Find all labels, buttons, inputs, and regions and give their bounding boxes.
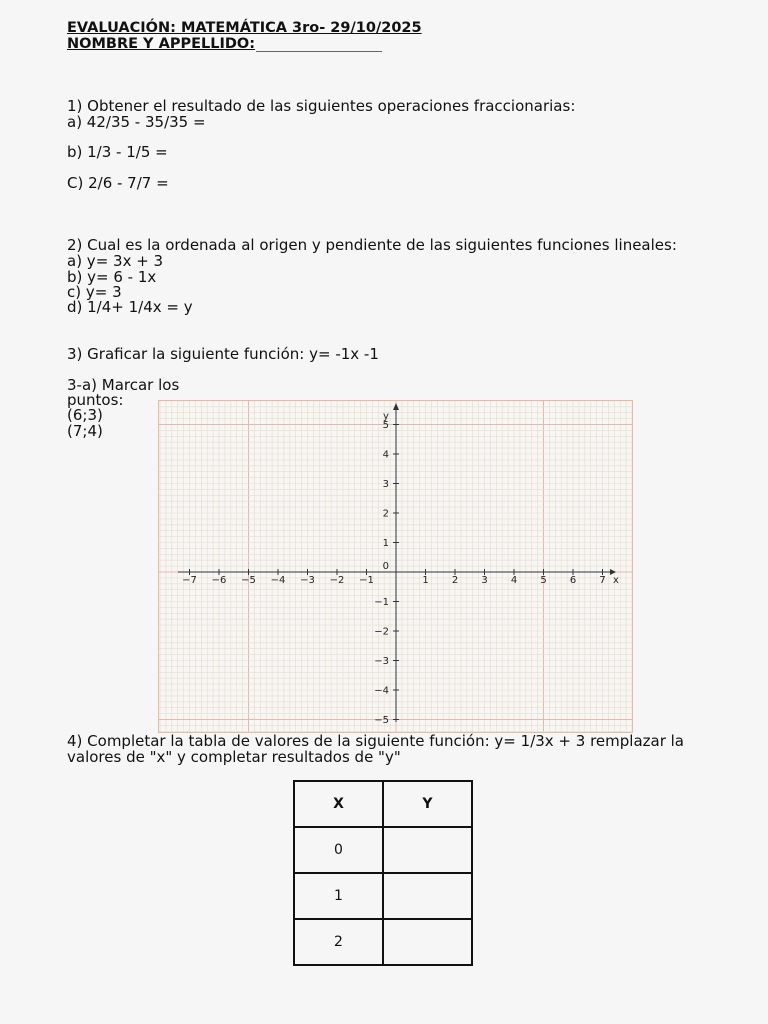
x-tick-label: −5 xyxy=(241,575,256,586)
origin-label: 0 xyxy=(382,561,389,572)
q1-item-a: a) 42/35 - 35/35 = xyxy=(67,113,206,131)
coordinate-grid[interactable] xyxy=(158,400,633,733)
q3a-line2: puntos: xyxy=(67,391,124,409)
y-tick-label: −3 xyxy=(374,656,389,667)
q3a-line1: 3-a) Marcar los xyxy=(67,376,180,394)
x-tick-label: 3 xyxy=(481,575,488,586)
q3-prompt: 3) Graficar la siguiente función: y= -1x -1 xyxy=(67,345,379,363)
q2-item-a: a) y= 3x + 3 xyxy=(67,252,164,270)
q4-prompt-line2: valores de "x" y completar resultados de "y" xyxy=(67,748,401,766)
q1-item-c: C) 2/6 - 7/7 = xyxy=(67,174,169,192)
x-tick-label: −2 xyxy=(329,575,345,586)
q1-item-b: b) 1/3 - 1/5 = xyxy=(67,143,168,161)
y-tick-label: 1 xyxy=(382,538,389,549)
y-tick-label: 2 xyxy=(382,508,389,520)
y-tick-label: 4 xyxy=(382,449,389,461)
table-cell-x: 1 xyxy=(294,873,383,919)
table-cell-x: 0 xyxy=(294,827,383,873)
q2-item-c: c) y= 3 xyxy=(67,283,122,301)
y-axis-label: y xyxy=(383,411,389,422)
y-tick-label: −1 xyxy=(374,597,389,608)
y-tick-label: 3 xyxy=(382,479,389,490)
x-tick-label: −1 xyxy=(359,575,374,586)
q3a-point-2: (7;4) xyxy=(67,422,103,440)
x-tick-label: 1 xyxy=(422,575,429,586)
table-row xyxy=(294,919,472,965)
x-tick-label: 2 xyxy=(451,575,459,586)
x-tick-label: 4 xyxy=(510,575,518,586)
q3a-point-1: (6;3) xyxy=(67,406,103,424)
q2-item-d: d) 1/4+ 1/4x = y xyxy=(67,298,193,316)
y-tick-label: −5 xyxy=(374,715,389,726)
table-row xyxy=(294,873,472,919)
exam-title: EVALUACIÓN: MATEMÁTICA 3ro- 29/10/2025 xyxy=(67,20,422,36)
x-tick-label: 6 xyxy=(569,575,577,586)
table-header-x: X xyxy=(294,781,383,827)
table-header-y: Y xyxy=(383,781,472,827)
values-table xyxy=(293,780,473,966)
q1-prompt: 1) Obtener el resultado de las siguientes operaciones fraccionarias: xyxy=(67,97,576,115)
x-tick-label: −6 xyxy=(211,575,227,586)
table-cell-y[interactable] xyxy=(383,827,472,873)
x-tick-label: −7 xyxy=(182,575,197,586)
name-blank-line xyxy=(256,51,382,52)
x-tick-label: −3 xyxy=(300,575,315,586)
y-tick-label: −4 xyxy=(374,685,389,697)
y-tick-label: −2 xyxy=(374,626,389,638)
table-row xyxy=(294,827,472,873)
x-tick-label: 7 xyxy=(599,575,606,586)
x-axis-label: x xyxy=(613,575,619,586)
y-tick-label: 5 xyxy=(382,420,389,431)
q2-prompt: 2) Cual es la ordenada al origen y pendiente de las siguientes funciones lineales: xyxy=(67,236,677,254)
q4-prompt-line1: 4) Completar la tabla de valores de la siguiente función: y= 1/3x + 3 remplazar la xyxy=(67,732,684,750)
table-cell-x: 2 xyxy=(294,919,383,965)
q2-item-b: b) y= 6 - 1x xyxy=(67,268,157,286)
table-cell-y[interactable] xyxy=(383,919,472,965)
x-tick-label: −4 xyxy=(270,575,286,586)
table-cell-y[interactable] xyxy=(383,873,472,919)
table-header-row xyxy=(294,781,472,827)
x-tick-label: 5 xyxy=(540,575,547,586)
name-label: NOMBRE Y APPELLIDO: xyxy=(67,36,256,52)
